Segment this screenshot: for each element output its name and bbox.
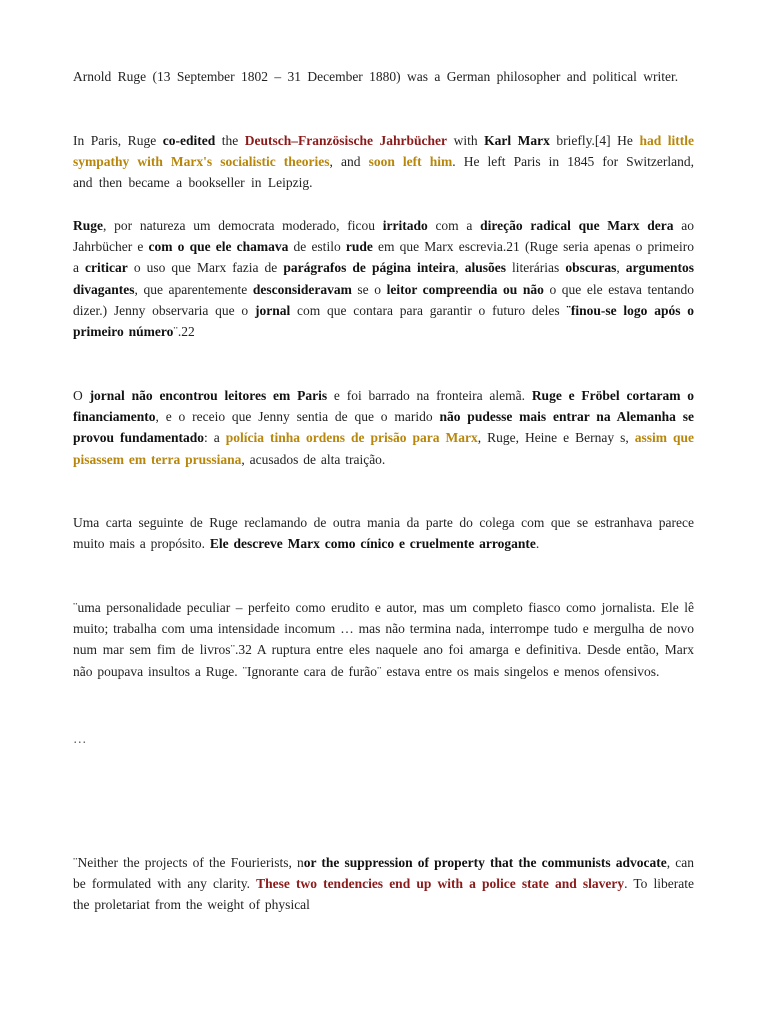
bold-phrase: argumentos divagantes [73, 260, 695, 297]
bold-phrase: não pudesse mais entrar na Alemanha se provou fundamentado [73, 409, 694, 446]
bold-phrase: or the suppression of property that the communists advocate [303, 855, 667, 870]
bold-phrase: rude [345, 239, 373, 255]
text-run: O [73, 388, 90, 403]
text-run: ao Jahrbücher e [73, 218, 694, 255]
text-run: de estilo [288, 239, 346, 255]
highlight-phrase: polícia tinha ordens de prisão para Marx [225, 430, 478, 446]
bold-phrase: Karl Marx [484, 133, 550, 148]
bold-phrase: co-edited [162, 133, 216, 148]
text-run: em que Marx escrevia.21 (Ruge seria apenas o primeiro a [73, 239, 695, 276]
text-run: : a [204, 430, 226, 446]
text-run: , and [329, 154, 369, 170]
quote-text: ¨uma personalidade peculiar – perfeito como erudito e autor, mas um completo fiasco como jornalista. Ele lê muito; trabalha com uma intensidade incomum … mas não termina nada, interrompe tudo e mergulha de novo num mar sem fim de livros¨.32 A ruptura entre eles naquele ano foi amarga e definitiva. Desde então, Marx não poupava insultos a Ruge. ¨Ignorante cara de furão¨ estava entre os mais singelos e menos ofensivos. [73, 600, 694, 679]
text-run: In Paris, Ruge [73, 133, 163, 148]
text-run: , que aparentemente [134, 281, 253, 297]
text-run: o que ele estava tentando dizer.) Jenny observaria que o [73, 281, 694, 318]
bold-phrase: com o que ele chamava [148, 239, 289, 255]
text-run: , Ruge, Heine e Bernay s, [477, 430, 635, 446]
intro-text: Arnold Ruge (13 September 1802 – 31 December 1880) was a German philosopher and political writer. [73, 69, 679, 84]
text-run: , e o receio que Jenny sentia de que o marido [155, 409, 440, 425]
bold-phrase: Ruge e Fröbel cortaram o financiamento [73, 388, 695, 425]
bold-phrase: ¨finou-se logo após o primeiro número [73, 302, 694, 340]
paragraph-quote [73, 597, 694, 682]
paragraph-fourierists [73, 852, 694, 916]
highlight-phrase: had little sympathy with Marx's socialistic theories [73, 133, 694, 170]
text-run: . He left Paris in 1845 for Switzerland, and then became a bookseller in Leipzig. [73, 154, 695, 191]
text-run: , [455, 260, 465, 276]
text-run: ¨.22 [173, 324, 195, 340]
text-run: com a [427, 218, 481, 233]
text-run: Uma carta seguinte de Ruge reclamando de outra mania da parte do colega com que se estranhava parece muito mais a propósito. [73, 515, 694, 552]
paragraph-ruge-portuguese [73, 215, 694, 342]
text-run: , acusados de alta traição. [241, 451, 386, 467]
bold-phrase: Ele descreve Marx como cínico e cruelmente arrogante [209, 536, 536, 552]
bold-phrase: desconsideravam [252, 281, 352, 297]
text-run: e foi barrado na fronteira alemã. [327, 388, 532, 403]
text-run: se o [351, 281, 387, 297]
highlight-phrase: soon left him [368, 154, 453, 170]
text-run: briefly.[4] He [549, 133, 640, 148]
bold-phrase: obscuras [565, 260, 617, 276]
bold-phrase: jornal não encontrou leitores em Paris [89, 388, 328, 403]
text-run: ¨Neither the projects of the Fourierists, n [73, 855, 304, 870]
text-run: . To liberate the proletariat from the weight of physical [73, 876, 694, 913]
text-run: o uso que Marx fazia de [127, 260, 284, 276]
paragraph-paris [73, 130, 694, 194]
paragraph-intro [73, 66, 694, 87]
bold-phrase: jornal [254, 302, 291, 318]
text-run: , can be formulated with any clarity. [73, 855, 694, 892]
paragraph-jornal [73, 385, 694, 470]
text-run: the [215, 133, 245, 148]
highlight-phrase: These two tendencies end up with a police state and slavery [256, 876, 625, 892]
bold-phrase: criticar [85, 260, 128, 276]
text-run: com que contara para garantir o futuro deles [290, 302, 567, 318]
highlight-phrase: assim que pisassem em terra prussiana [73, 430, 695, 467]
bold-phrase: alusões [464, 260, 506, 276]
text-run: , por natureza um democrata moderado, ficou [103, 218, 383, 233]
bold-phrase: parágrafos de página inteira [283, 260, 456, 276]
bold-phrase: irritado [382, 218, 428, 233]
text-run: , [616, 260, 626, 276]
text-run: literárias [505, 260, 566, 276]
text-run: . [535, 536, 540, 552]
ellipsis-separator: … [73, 731, 88, 746]
paragraph-carta [73, 512, 694, 554]
bold-phrase: Ruge [73, 218, 103, 233]
bold-phrase: direção radical que Marx dera [480, 218, 674, 233]
text-run: with [447, 133, 485, 148]
journal-title: Deutsch–Französische Jahrbücher [244, 133, 448, 148]
bold-phrase: leitor compreendia ou não [386, 281, 544, 297]
